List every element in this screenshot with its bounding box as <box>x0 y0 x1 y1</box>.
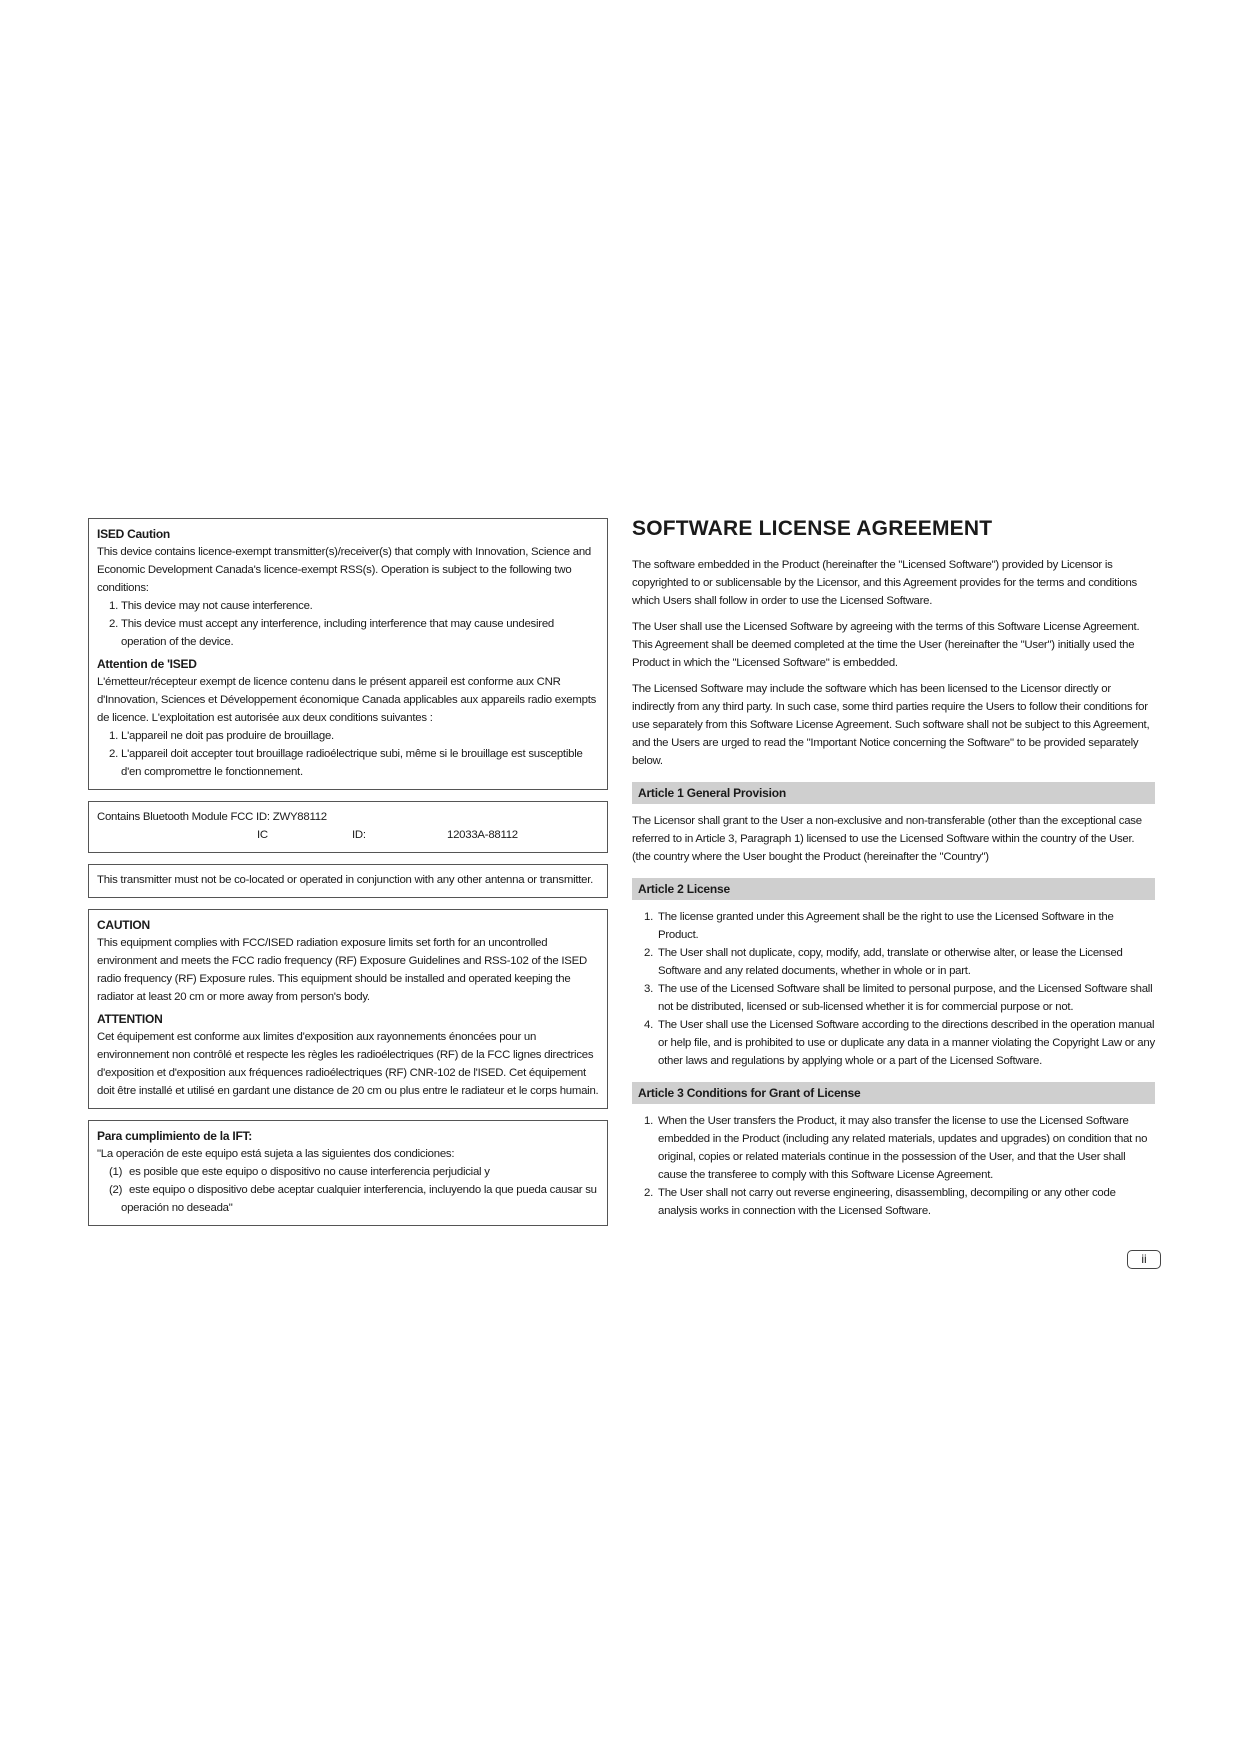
ised-attention-title: Attention de 'ISED <box>97 657 197 671</box>
ised-conditions-list <box>97 597 599 651</box>
intro-paragraph: The Licensed Software may include the software which has been licensed to the Licensor directly or indirectly from any third party. In such case, some third parties require the Users to follow their conditions for use separately from this Software License Agreement. Such software shall not be subject to this Agreement, and the Users are urged to read the "Important Notice concerning the Software" to be provided separately below. <box>632 683 1150 767</box>
list-item: 4. The User shall use the Licensed Software according to the directions described in the operation manual or help file, and is prohibited to use or duplicate any data in a manner violating the Copyright Law or any other laws and regulations by applying whole or a part of the Licensed Software. <box>644 1019 1155 1067</box>
ic-label: IC <box>257 829 268 841</box>
list-item: 1. The license granted under this Agreement shall be the right to use the Licensed Software in the Product. <box>644 911 1114 941</box>
list-item: 3. The use of the Licensed Software shall be limited to personal purpose, and the Licensed Software shall not be distributed, licensed or sub-licensed whether it is for commercial purpose or not. <box>644 983 1153 1013</box>
article-2-list <box>632 908 1155 1070</box>
ised-caution-title: ISED Caution <box>97 527 171 541</box>
list-item: 1. When the User transfers the Product, it may also transfer the license to use the Licensed Software embedded in the Product (including any related materials, updates and upgrades) on condition that no original, copies or related materials continue in the possession of the User, and that the User shall cause the transferee to comply with this Software License Agreement. <box>644 1115 1148 1181</box>
ift-box <box>88 1120 608 1226</box>
intro-paragraph: The User shall use the Licensed Software by agreeing with the terms of this Software License Agreement. This Agreement shall be deemed completed at the time the User (hereinafter the "User") initially used the Product in which the "Licensed Software" is embedded. <box>632 621 1140 669</box>
ift-conditions-list <box>97 1163 599 1217</box>
ised-caution-body: This device contains licence-exempt transmitter(s)/receiver(s) that comply with Innovation, Science and Economic Development Canada's licence-exempt RSS(s). Operation is subject to the following two conditions: <box>97 546 592 594</box>
list-item: 1. L'appareil ne doit pas produire de brouillage. <box>109 730 334 742</box>
article-3-list <box>632 1112 1155 1220</box>
article-3-heading: Article 3 Conditions for Grant of License <box>632 1082 1155 1104</box>
article-2-heading: Article 2 License <box>632 878 1155 900</box>
ift-title: Para cumplimiento de la IFT: <box>97 1129 253 1143</box>
id-label: ID: <box>352 829 366 841</box>
list-item: 2. The User shall not duplicate, copy, modify, add, translate or otherwise alter, or lease the Licensed Software and any related documents, whether in whole or in part. <box>644 947 1123 977</box>
attention-title: ATTENTION <box>97 1012 163 1026</box>
list-item: 1. This device may not cause interference. <box>109 600 313 612</box>
list-item: (1) es posible que este equipo o dispositivo no cause interferencia perjudicial y <box>109 1166 490 1178</box>
attention-body: Cet équipement est conforme aux limites d'exposition aux rayonnements énoncées pour un environnement non contrôlé et respecte les règles les radioélectriques (RF) de la FCC lignes directrices d'exposition et d'exposition aux fréquences radioélectriques (RF) CNR-102 de l'ISED. Cet équipement doit être installé et utilisé en gardant une distance de 20 cm ou plus entre le radiateur et le corps humain. <box>97 1031 599 1097</box>
page-title: SOFTWARE LICENSE AGREEMENT <box>632 517 993 540</box>
ised-caution-box <box>88 518 608 790</box>
colocation-box <box>88 864 608 898</box>
article-1-heading: Article 1 General Provision <box>632 782 1155 804</box>
page-number: ii <box>1127 1250 1161 1269</box>
right-column <box>632 516 1155 1220</box>
ised-attention-body: L'émetteur/récepteur exempt de licence contenu dans le présent appareil est conforme aux CNR d'Innovation, Sciences et Développement économique Canada applicables aux appareils radio exempts de licence. L'exploitation est autorisée aux deux conditions suivantes : <box>97 676 597 724</box>
article-1-text: The Licensor shall grant to the User a non-exclusive and non-transferable (other than the exceptional case referred to in Article 3, Paragraph 1) licensed to use the Licensed Software within the country of the User. (the country where the User bought the Product (hereinafter the "Country") <box>632 815 1142 863</box>
list-item: (2) este equipo o dispositivo debe aceptar cualquier interferencia, incluyendo la que pueda causar su operación no deseada" <box>109 1184 597 1214</box>
ised-fr-conditions-list <box>97 727 599 781</box>
list-item: 2. The User shall not carry out reverse engineering, disassembling, decompiling or any other code analysis works in connection with the Licensed Software. <box>644 1187 1116 1217</box>
bluetooth-ic-line <box>97 826 599 844</box>
caution-title: CAUTION <box>97 918 150 932</box>
bluetooth-fcc-line: Contains Bluetooth Module FCC ID: ZWY88112 <box>97 811 327 823</box>
colocation-text: This transmitter must not be co-located or operated in conjunction with any other antenna or transmitter. <box>97 874 594 886</box>
list-item: 2. L'appareil doit accepter tout brouillage radioélectrique subi, même si le brouillage est susceptible d'en compromettre le fonctionnement. <box>109 748 583 778</box>
intro-paragraph: The software embedded in the Product (hereinafter the "Licensed Software") provided by Licensor is copyrighted to or sublicensable by the Licensor, and this Agreement provides for the terms and conditions which Users shall follow in order to use the Licensed Software. <box>632 559 1137 607</box>
ift-body: "La operación de este equipo está sujeta a las siguientes dos condiciones: <box>97 1148 455 1160</box>
list-item: 2. This device must accept any interference, including interference that may cause undesired operation of the device. <box>109 618 554 648</box>
ic-value: 12033A-88112 <box>447 829 518 841</box>
left-column <box>88 518 608 1237</box>
caution-body: This equipment complies with FCC/ISED radiation exposure limits set forth for an uncontrolled environment and meets the FCC radio frequency (RF) Exposure Guidelines and RSS-102 of the ISED radio frequency (RF) Exposure rules. This equipment should be installed and operated keeping the radiator at least 20 cm or more away from person's body. <box>97 937 587 1003</box>
bluetooth-module-box <box>88 801 608 853</box>
caution-box <box>88 909 608 1109</box>
